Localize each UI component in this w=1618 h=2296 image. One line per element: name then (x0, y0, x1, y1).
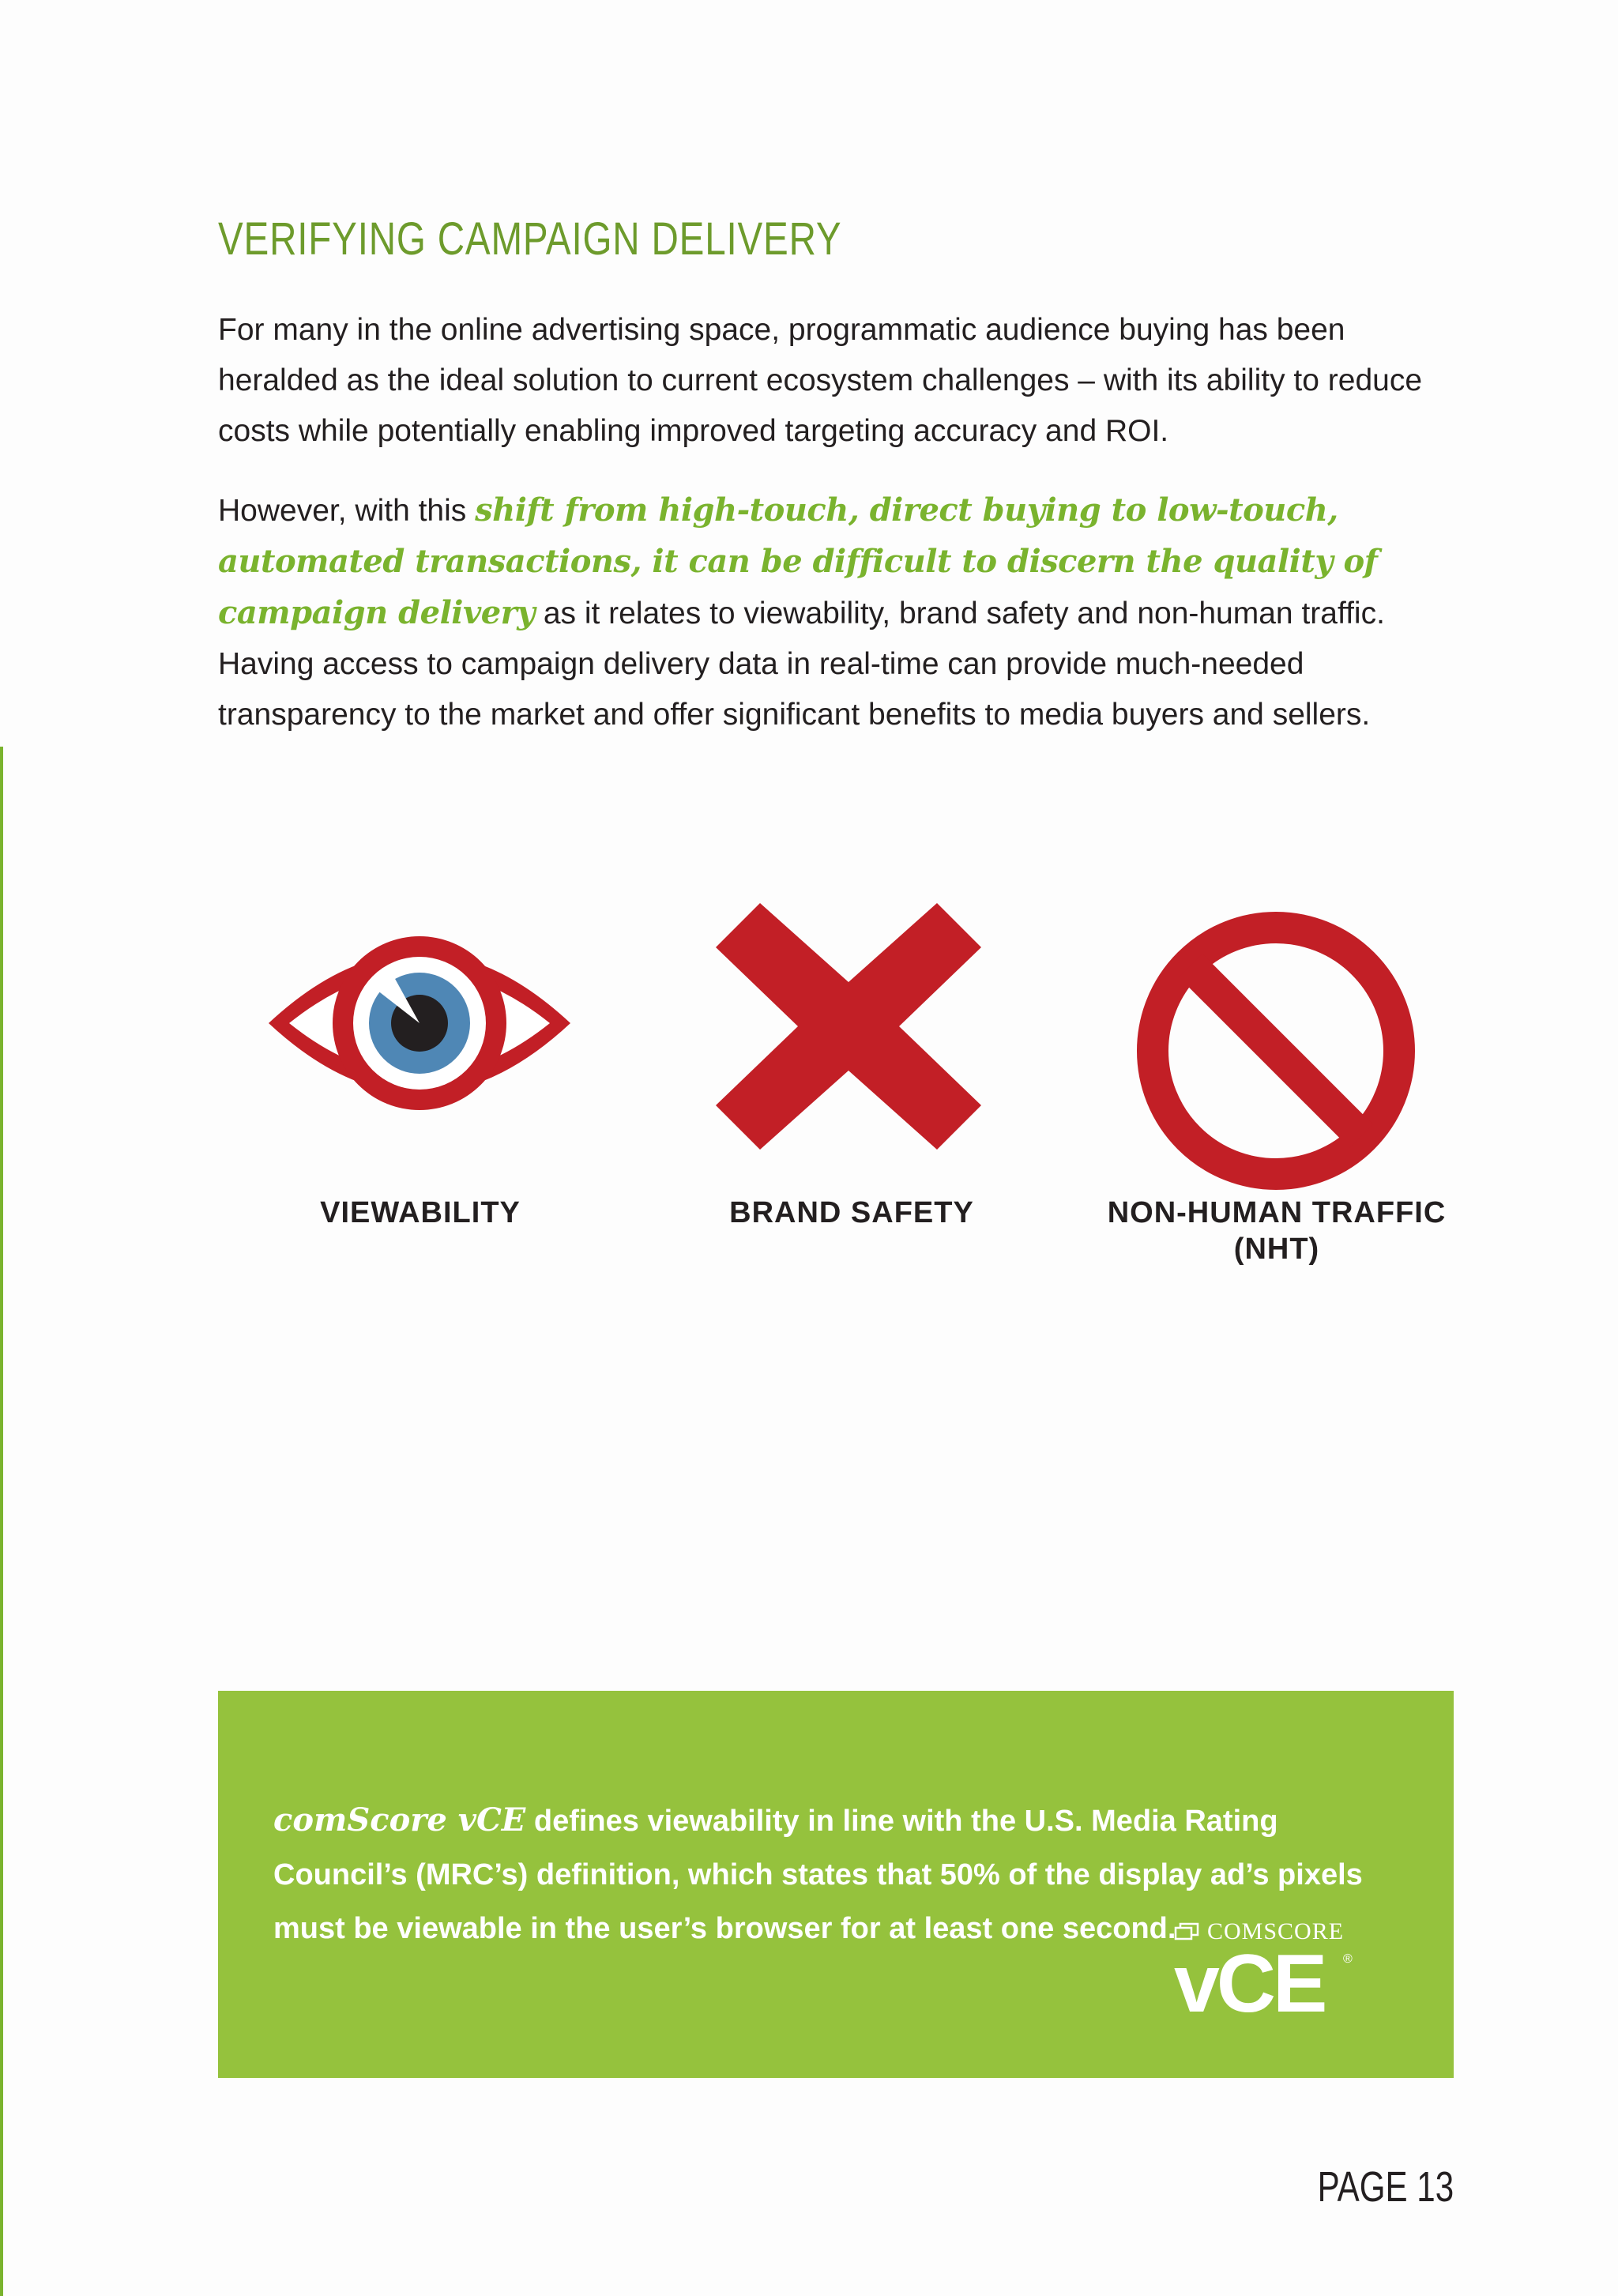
nht-label-line2: (NHT) (1233, 1233, 1320, 1266)
left-accent-rule (0, 747, 3, 2296)
highlighted-phrase: shift from high-touch, direct buying to low-touch, automated transactions, it can be difficult to discern the quality of campaign delivery (218, 491, 1378, 631)
nht-label-line1: NON-HUMAN TRAFFIC (1107, 1196, 1447, 1229)
callout-brand-name: comScore vCE (273, 1801, 526, 1839)
page-number: PAGE 13 (1317, 2163, 1454, 2211)
nht-label (1071, 1195, 1482, 1267)
body-paragraph-end: as it relates to viewability, brand safety and non-human traffic. Having access to campaign delivery data in real-time can provide much-needed transparency to the market and offer significant benefits to media buyers and sellers. (218, 597, 1385, 732)
comscore-vce-logo (1174, 1916, 1364, 2034)
viewability-label: VIEWABILITY (320, 1196, 521, 1229)
page-heading: VERIFYING CAMPAIGN DELIVERY (218, 213, 842, 265)
brand-safety-label: BRAND SAFETY (729, 1196, 974, 1229)
body-paragraph (218, 485, 1466, 740)
intro-paragraph: For many in the online advertising space, programmatic audience buying has been heralded as the ideal solution to current ecosystem challenges – with its ability to reduce costs while potentially enabling improved targeting accuracy and ROI. (218, 313, 1423, 448)
x-cross-icon (716, 903, 981, 1150)
comscore-text: COMSCORE (1207, 1918, 1345, 1944)
prohibited-icon (1135, 910, 1417, 1191)
registered-mark: ® (1343, 1952, 1353, 1966)
callout-box (218, 1691, 1454, 2078)
callout-body: defines viewability in line with the U.S. Media Rating Council’s (MRC’s) definition, which states that 50% of the display ad’s pixels must be viewable in the user’s browser for at least one second. (273, 1805, 1363, 1945)
eye-icon (265, 928, 574, 1118)
vce-wordmark: vCE (1174, 1938, 1325, 2030)
body-paragraph-start: However, with this (218, 494, 476, 528)
